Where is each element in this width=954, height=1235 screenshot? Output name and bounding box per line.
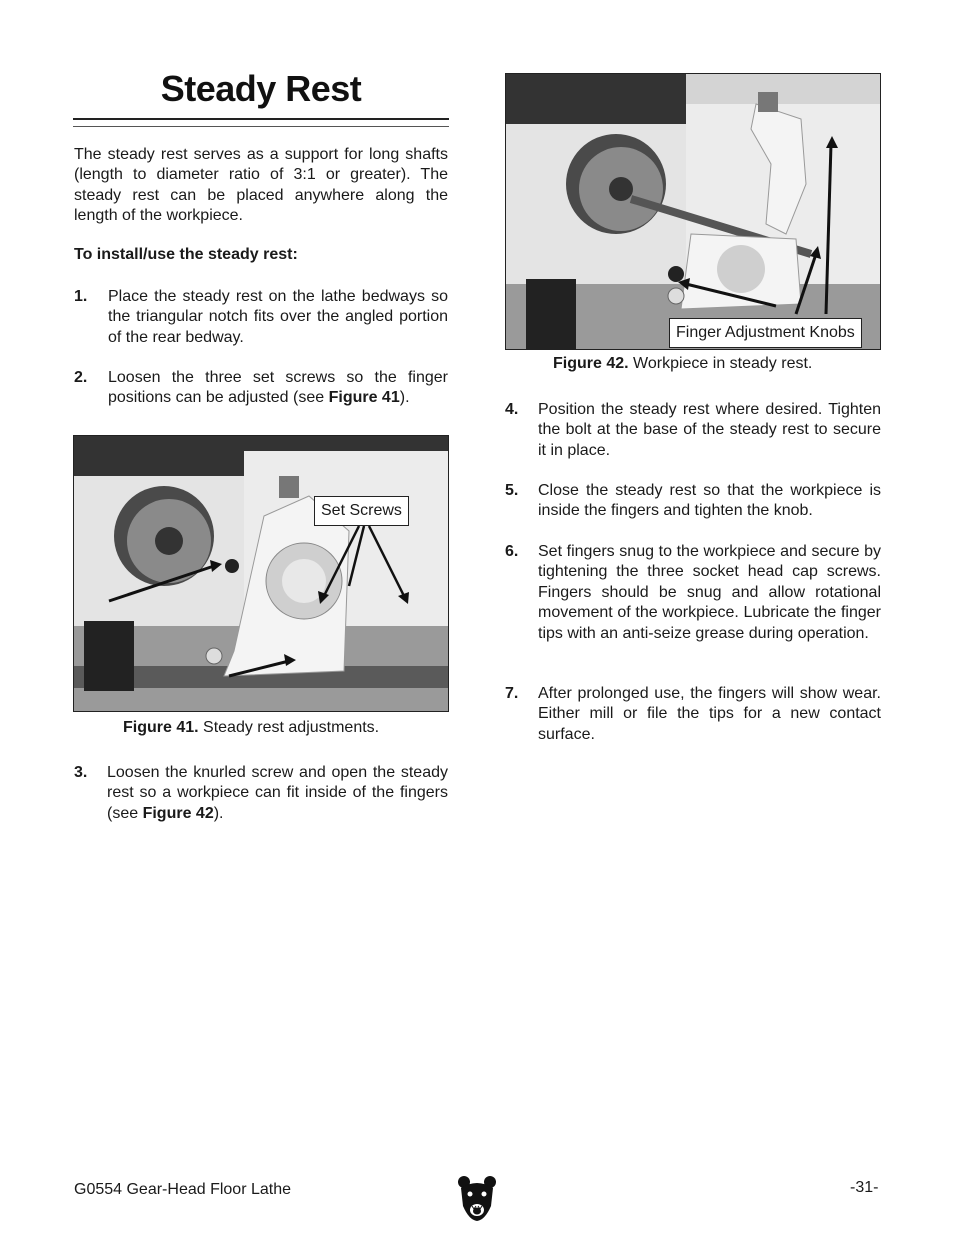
step-number: 2. xyxy=(74,369,88,386)
step-number: 6. xyxy=(505,543,519,560)
step-number: 4. xyxy=(505,401,519,418)
step-5 xyxy=(505,481,881,523)
callout-set-screws: Set Screws xyxy=(314,496,409,526)
step-text: Loosen the three set screws so the finger positions can be adjusted (see Figure 41). xyxy=(108,369,448,407)
bear-head-logo-icon xyxy=(457,1174,497,1222)
footer-page-number: -31- xyxy=(850,1179,879,1196)
step-text: Close the steady rest so that the workpiece is inside the fingers and tighten the knob. xyxy=(538,482,881,520)
figure-ref: Figure 42 xyxy=(142,804,214,822)
steady-rest-photo-42 xyxy=(506,74,880,349)
step-6 xyxy=(505,542,881,666)
footer-manual-title: G0554 Gear-Head Floor Lathe xyxy=(74,1181,292,1198)
step-2 xyxy=(74,368,448,410)
figure-ref: Figure 41 xyxy=(328,389,400,407)
figure-41-photo xyxy=(73,435,449,712)
step-1 xyxy=(74,287,448,349)
step-number: 3. xyxy=(74,764,88,781)
step-number: 7. xyxy=(505,685,519,702)
steady-rest-photo-41 xyxy=(74,436,448,711)
install-heading: To install/use the steady rest: xyxy=(74,246,298,263)
step-text: Loosen the knurled screw and open the steady rest so a workpiece can fit inside of the fingers (see Figure 42). xyxy=(107,764,448,822)
step-7 xyxy=(505,684,881,746)
step-4 xyxy=(505,400,881,462)
figure-41-caption: Figure 41. Steady rest adjustments. xyxy=(123,719,380,736)
title-rule-thick xyxy=(73,118,449,120)
figure-42-caption: Figure 42. Workpiece in steady rest. xyxy=(553,355,813,372)
step-number: 5. xyxy=(505,482,519,499)
step-text: Set fingers snug to the workpiece and secure by tightening the three socket head cap screws. Fingers should be snug and allow rotational movement of the workpiece. Lubricate the finger tips with an anti-seize grease during operation. xyxy=(538,543,881,642)
intro-paragraph: The steady rest serves as a support for long shafts (length to diameter ratio of 3:1 or greater). The steady rest can be placed anywhere along the length of the workpiece. xyxy=(74,146,448,225)
step-number: 1. xyxy=(74,288,88,305)
step-3 xyxy=(74,763,448,825)
figure-42-photo xyxy=(505,73,881,350)
step-text: Position the steady rest where desired. Tighten the bolt at the base of the steady rest to secure it in place. xyxy=(538,401,881,459)
title-rule-thin xyxy=(73,126,449,127)
page-title: Steady Rest xyxy=(160,68,362,109)
callout-finger-adjustment-knobs: Finger Adjustment Knobs xyxy=(669,318,862,348)
step-text: Place the steady rest on the lathe bedways so the triangular notch fits over the angled portion of the rear bedway. xyxy=(108,288,448,346)
step-text: After prolonged use, the fingers will show wear. Either mill or file the tips for a new contact surface. xyxy=(538,685,881,743)
